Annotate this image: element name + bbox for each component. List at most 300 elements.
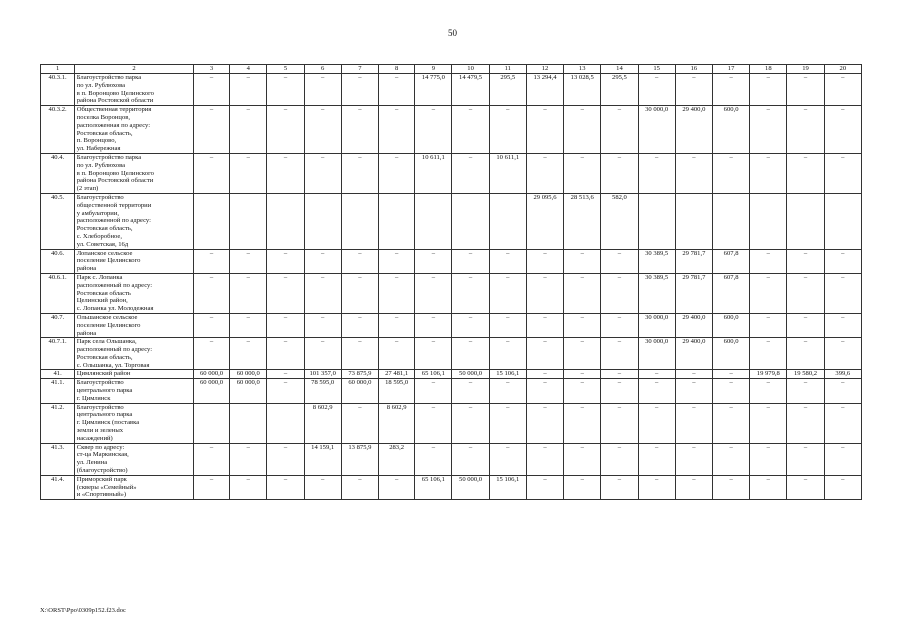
value-cell: –	[564, 273, 601, 313]
value-cell: –	[193, 249, 229, 273]
value-cell: 295,5	[489, 74, 526, 106]
row-name-line: с. Ольшанка, ул. Торговая	[76, 361, 150, 369]
row-name	[75, 249, 194, 273]
value-cell: –	[304, 475, 341, 499]
value-cell: –	[267, 370, 304, 379]
value-cell: –	[675, 153, 712, 193]
value-cell: 399,6	[824, 370, 861, 379]
value-cell: 10 611,1	[489, 153, 526, 193]
value-cell: –	[230, 249, 267, 273]
column-header: 7	[341, 65, 378, 74]
value-cell: –	[526, 153, 563, 193]
value-cell: –	[267, 475, 304, 499]
value-cell: –	[230, 443, 267, 475]
row-name-line: центрального парка	[76, 387, 133, 395]
value-cell: 60 000,0	[230, 379, 267, 403]
column-header: 1	[41, 65, 75, 74]
value-cell: –	[267, 74, 304, 106]
value-cell: –	[452, 338, 489, 370]
value-cell: –	[787, 273, 824, 313]
file-path: X:\ORST\Ppo\0309p152.f23.doc	[40, 607, 126, 614]
value-cell: –	[564, 443, 601, 475]
value-cell: –	[564, 153, 601, 193]
row-name-line: Благоустройство парка	[76, 74, 142, 81]
value-cell: –	[341, 338, 378, 370]
value-cell: –	[452, 379, 489, 403]
row-name-line: Благоустройство	[76, 403, 124, 411]
value-cell: –	[787, 106, 824, 154]
value-cell: –	[787, 403, 824, 443]
value-cell: –	[601, 153, 638, 193]
value-cell: –	[267, 249, 304, 273]
value-cell	[230, 193, 267, 249]
value-cell: –	[379, 338, 415, 370]
row-number: 40.7.	[41, 313, 75, 337]
value-cell: –	[304, 74, 341, 106]
value-cell: –	[341, 273, 378, 313]
value-cell: 10 611,1	[415, 153, 452, 193]
row-number: 40.6.1.	[41, 273, 75, 313]
column-header: 14	[601, 65, 638, 74]
row-name-line: Ольшанское сельское	[76, 313, 138, 321]
value-cell: –	[526, 273, 563, 313]
column-header: 10	[452, 65, 489, 74]
value-cell: –	[267, 273, 304, 313]
value-cell: –	[824, 74, 861, 106]
value-cell: –	[601, 338, 638, 370]
value-cell: –	[750, 313, 787, 337]
value-cell: –	[193, 106, 229, 154]
column-header: 4	[230, 65, 267, 74]
value-cell: –	[379, 249, 415, 273]
table-row	[41, 475, 862, 499]
value-cell: –	[712, 403, 749, 443]
row-name-line: Парк с. Лопанка	[76, 273, 123, 281]
value-cell: –	[452, 249, 489, 273]
value-cell: 65 106,1	[415, 475, 452, 499]
value-cell: –	[193, 338, 229, 370]
value-cell	[379, 193, 415, 249]
value-cell: –	[489, 106, 526, 154]
table-row	[41, 370, 862, 379]
value-cell: –	[526, 379, 563, 403]
value-cell: –	[787, 74, 824, 106]
value-cell: –	[750, 273, 787, 313]
value-cell: –	[452, 443, 489, 475]
value-cell: 50 000,0	[452, 370, 489, 379]
value-cell: –	[341, 403, 378, 443]
value-cell: 60 000,0	[230, 370, 267, 379]
value-cell: –	[341, 313, 378, 337]
value-cell: –	[193, 443, 229, 475]
row-name-line: района	[76, 329, 97, 337]
value-cell: 600,0	[712, 313, 749, 337]
value-cell: 60 000,0	[193, 370, 229, 379]
row-name-line: и «Спортивный»)	[76, 491, 127, 499]
value-cell: 30 000,0	[638, 106, 675, 154]
value-cell: –	[824, 153, 861, 193]
value-cell: –	[304, 338, 341, 370]
value-cell: –	[712, 153, 749, 193]
value-cell: –	[824, 273, 861, 313]
value-cell: –	[564, 106, 601, 154]
column-header: 13	[564, 65, 601, 74]
value-cell: –	[452, 106, 489, 154]
row-name-line: расположенная по адресу:	[76, 121, 151, 129]
column-header: 9	[415, 65, 452, 74]
row-name	[75, 475, 194, 499]
value-cell: –	[489, 403, 526, 443]
value-cell: –	[452, 153, 489, 193]
column-header: 8	[379, 65, 415, 74]
row-name-line: района	[76, 265, 97, 273]
column-header: 11	[489, 65, 526, 74]
row-number: 41.1.	[41, 379, 75, 403]
value-cell: –	[415, 443, 452, 475]
value-cell: –	[750, 249, 787, 273]
value-cell	[267, 403, 304, 443]
value-cell	[304, 193, 341, 249]
value-cell: –	[526, 475, 563, 499]
value-cell: –	[230, 106, 267, 154]
row-name-line: Цимлянский район	[76, 370, 131, 378]
value-cell: –	[379, 475, 415, 499]
value-cell: 30 389,5	[638, 273, 675, 313]
value-cell: 101 357,0	[304, 370, 341, 379]
column-header: 3	[193, 65, 229, 74]
value-cell: 13 875,9	[341, 443, 378, 475]
row-name-line: расположенный по адресу:	[76, 346, 153, 354]
column-header: 12	[526, 65, 563, 74]
value-cell: –	[415, 273, 452, 313]
table-row	[41, 313, 862, 337]
table-row	[41, 379, 862, 403]
value-cell: –	[341, 249, 378, 273]
value-cell: –	[452, 313, 489, 337]
value-cell: –	[489, 338, 526, 370]
value-cell: –	[489, 443, 526, 475]
value-cell: 600,0	[712, 338, 749, 370]
value-cell: –	[750, 443, 787, 475]
value-cell: –	[489, 249, 526, 273]
table-row	[41, 443, 862, 475]
value-cell: –	[824, 106, 861, 154]
row-name	[75, 370, 194, 379]
row-name	[75, 273, 194, 313]
row-name-line: поселение Целинского	[76, 321, 141, 329]
table-body	[41, 74, 862, 500]
value-cell: –	[824, 379, 861, 403]
value-cell	[267, 193, 304, 249]
value-cell: –	[601, 313, 638, 337]
value-cell: –	[193, 74, 229, 106]
table-row	[41, 106, 862, 154]
value-cell: 29 781,7	[675, 249, 712, 273]
value-cell: –	[267, 106, 304, 154]
value-cell: 29 781,7	[675, 273, 712, 313]
value-cell: –	[750, 475, 787, 499]
row-name-line: поселка Воронцов,	[76, 113, 131, 121]
value-cell: –	[304, 106, 341, 154]
row-name-line: в п. Воронцово Целинского	[76, 89, 154, 97]
value-cell: –	[230, 475, 267, 499]
value-cell	[712, 193, 749, 249]
row-name-line: Ростовская область,	[76, 129, 133, 137]
value-cell: –	[193, 475, 229, 499]
value-cell: –	[564, 379, 601, 403]
value-cell: –	[489, 379, 526, 403]
value-cell: 8 602,9	[304, 403, 341, 443]
value-cell: –	[601, 475, 638, 499]
value-cell: 50 000,0	[452, 475, 489, 499]
table-row	[41, 193, 862, 249]
value-cell: –	[379, 273, 415, 313]
value-cell: –	[824, 403, 861, 443]
table-row	[41, 74, 862, 106]
value-cell: –	[712, 379, 749, 403]
value-cell: –	[379, 106, 415, 154]
row-name	[75, 106, 194, 154]
value-cell: 19 979,8	[750, 370, 787, 379]
value-cell	[452, 193, 489, 249]
row-name-line: (скверы «Семейный»	[76, 483, 137, 491]
row-name-line: по ул. Рублюхова	[76, 161, 126, 169]
value-cell: –	[675, 403, 712, 443]
value-cell: –	[230, 153, 267, 193]
table-row	[41, 338, 862, 370]
value-cell: –	[712, 443, 749, 475]
row-name-line: ул. Ленина	[76, 459, 108, 467]
row-number: 40.6.	[41, 249, 75, 273]
value-cell: –	[304, 313, 341, 337]
value-cell: –	[564, 338, 601, 370]
row-name-line: с. Лопанка ул. Молодежная	[76, 305, 154, 313]
value-cell: 29 400,0	[675, 106, 712, 154]
value-cell: 15 106,1	[489, 370, 526, 379]
row-name-line: земли и зеленых	[76, 427, 124, 435]
budget-table	[40, 64, 862, 500]
table-row	[41, 249, 862, 273]
value-cell: –	[415, 379, 452, 403]
column-header: 20	[824, 65, 861, 74]
value-cell: –	[526, 106, 563, 154]
value-cell: 78 595,0	[304, 379, 341, 403]
value-cell	[824, 193, 861, 249]
value-cell: –	[750, 379, 787, 403]
value-cell: –	[601, 273, 638, 313]
value-cell: –	[601, 403, 638, 443]
value-cell: –	[712, 74, 749, 106]
value-cell: 607,8	[712, 273, 749, 313]
row-name	[75, 379, 194, 403]
table-row	[41, 273, 862, 313]
table-row	[41, 403, 862, 443]
value-cell: –	[415, 249, 452, 273]
row-name-line: Сквер по адресу:	[76, 443, 125, 451]
column-header: 6	[304, 65, 341, 74]
value-cell: –	[787, 475, 824, 499]
value-cell: –	[304, 249, 341, 273]
value-cell: –	[601, 379, 638, 403]
row-name-line: Благоустройство парка	[76, 153, 142, 161]
value-cell: –	[341, 74, 378, 106]
value-cell: –	[230, 273, 267, 313]
value-cell: 30 389,5	[638, 249, 675, 273]
value-cell: –	[415, 403, 452, 443]
value-cell: 14 775,0	[415, 74, 452, 106]
value-cell: –	[638, 74, 675, 106]
row-name-line: п. Воронцово,	[76, 137, 117, 145]
row-name	[75, 74, 194, 106]
row-number: 40.3.1.	[41, 74, 75, 106]
value-cell: –	[564, 370, 601, 379]
column-header: 16	[675, 65, 712, 74]
value-cell: –	[267, 153, 304, 193]
value-cell: –	[564, 313, 601, 337]
row-name-line: (благоустройство)	[76, 467, 128, 475]
row-name-line: поселение Целинского	[76, 257, 141, 265]
value-cell: 8 602,9	[379, 403, 415, 443]
column-header: 5	[267, 65, 304, 74]
value-cell	[415, 193, 452, 249]
value-cell: –	[379, 74, 415, 106]
value-cell: –	[564, 475, 601, 499]
value-cell: 30 000,0	[638, 313, 675, 337]
value-cell: –	[193, 313, 229, 337]
value-cell: –	[304, 153, 341, 193]
value-cell: –	[415, 106, 452, 154]
row-number: 40.4.	[41, 153, 75, 193]
row-name-line: ст-ца Маркинская,	[76, 451, 129, 459]
value-cell: –	[675, 379, 712, 403]
column-header: 17	[712, 65, 749, 74]
row-name-line: расположенной по адресу:	[76, 217, 151, 225]
value-cell: –	[750, 106, 787, 154]
value-cell: 295,5	[601, 74, 638, 106]
value-cell: –	[601, 443, 638, 475]
row-name	[75, 403, 194, 443]
row-name-line: г. Цимлянск	[76, 394, 111, 402]
value-cell: 65 106,1	[415, 370, 452, 379]
value-cell: –	[638, 370, 675, 379]
row-name	[75, 313, 194, 337]
value-cell: –	[824, 338, 861, 370]
value-cell: –	[267, 313, 304, 337]
value-cell: 60 000,0	[341, 379, 378, 403]
value-cell: 28 513,6	[564, 193, 601, 249]
value-cell: 18 595,0	[379, 379, 415, 403]
value-cell: 607,8	[712, 249, 749, 273]
value-cell: –	[787, 379, 824, 403]
row-name-line: насаждений)	[76, 434, 113, 442]
row-name-line: Парк села Ольшанка,	[76, 338, 137, 346]
row-number: 40.7.1.	[41, 338, 75, 370]
value-cell: –	[564, 403, 601, 443]
value-cell: –	[675, 370, 712, 379]
value-cell	[675, 193, 712, 249]
value-cell: –	[638, 475, 675, 499]
value-cell: –	[564, 249, 601, 273]
value-cell: 73 875,9	[341, 370, 378, 379]
value-cell: –	[787, 153, 824, 193]
value-cell: –	[526, 338, 563, 370]
value-cell: –	[193, 153, 229, 193]
row-name-line: Целинский район,	[76, 297, 128, 305]
value-cell: –	[415, 313, 452, 337]
value-cell: –	[379, 153, 415, 193]
value-cell: –	[750, 153, 787, 193]
row-name	[75, 193, 194, 249]
value-cell: –	[638, 403, 675, 443]
row-name-line: Благоустройство	[76, 193, 124, 201]
value-cell: –	[712, 475, 749, 499]
value-cell: 15 106,1	[489, 475, 526, 499]
value-cell	[341, 193, 378, 249]
value-cell: –	[379, 313, 415, 337]
value-cell: 27 481,1	[379, 370, 415, 379]
value-cell: –	[452, 273, 489, 313]
row-name-line: Лопанское сельское	[76, 249, 133, 257]
value-cell: –	[675, 443, 712, 475]
row-name-line: расположенный по адресу:	[76, 281, 153, 289]
row-number: 41.	[41, 370, 75, 379]
value-cell: 14 159,1	[304, 443, 341, 475]
column-header: 2	[75, 65, 194, 74]
value-cell: 600,0	[712, 106, 749, 154]
value-cell: 582,0	[601, 193, 638, 249]
row-name-line: района Ростовской области	[76, 177, 154, 185]
value-cell: –	[824, 313, 861, 337]
value-cell: –	[267, 379, 304, 403]
row-name-line: центрального парка	[76, 411, 133, 419]
row-name-line: Ростовская область,	[76, 353, 133, 361]
row-name-line: ул. Набережная	[76, 145, 121, 153]
value-cell: –	[787, 443, 824, 475]
value-cell: –	[750, 338, 787, 370]
value-cell: –	[750, 74, 787, 106]
value-cell: 29 095,6	[526, 193, 563, 249]
value-cell	[787, 193, 824, 249]
row-number: 41.2.	[41, 403, 75, 443]
value-cell: –	[526, 370, 563, 379]
value-cell: –	[750, 403, 787, 443]
row-name-line: г. Цимлянск (поставка	[76, 419, 140, 427]
value-cell: –	[712, 370, 749, 379]
value-cell: –	[787, 313, 824, 337]
column-header: 18	[750, 65, 787, 74]
value-cell: –	[193, 273, 229, 313]
row-name-line: с. Хлеборобное,	[76, 232, 122, 240]
value-cell: –	[489, 313, 526, 337]
value-cell: –	[230, 74, 267, 106]
value-cell: –	[638, 153, 675, 193]
row-name-line: (2 этап)	[76, 185, 99, 193]
row-number: 40.3.2.	[41, 106, 75, 154]
row-name-line: Общественная территория	[76, 106, 152, 114]
value-cell: –	[638, 379, 675, 403]
value-cell: 13 294,4	[526, 74, 563, 106]
value-cell: –	[230, 338, 267, 370]
value-cell: 30 000,0	[638, 338, 675, 370]
row-name-line: у амбулатории,	[76, 209, 119, 217]
value-cell: 283,2	[379, 443, 415, 475]
value-cell	[638, 193, 675, 249]
value-cell: –	[526, 403, 563, 443]
row-name	[75, 153, 194, 193]
value-cell: –	[824, 475, 861, 499]
value-cell: –	[787, 249, 824, 273]
value-cell: –	[489, 273, 526, 313]
